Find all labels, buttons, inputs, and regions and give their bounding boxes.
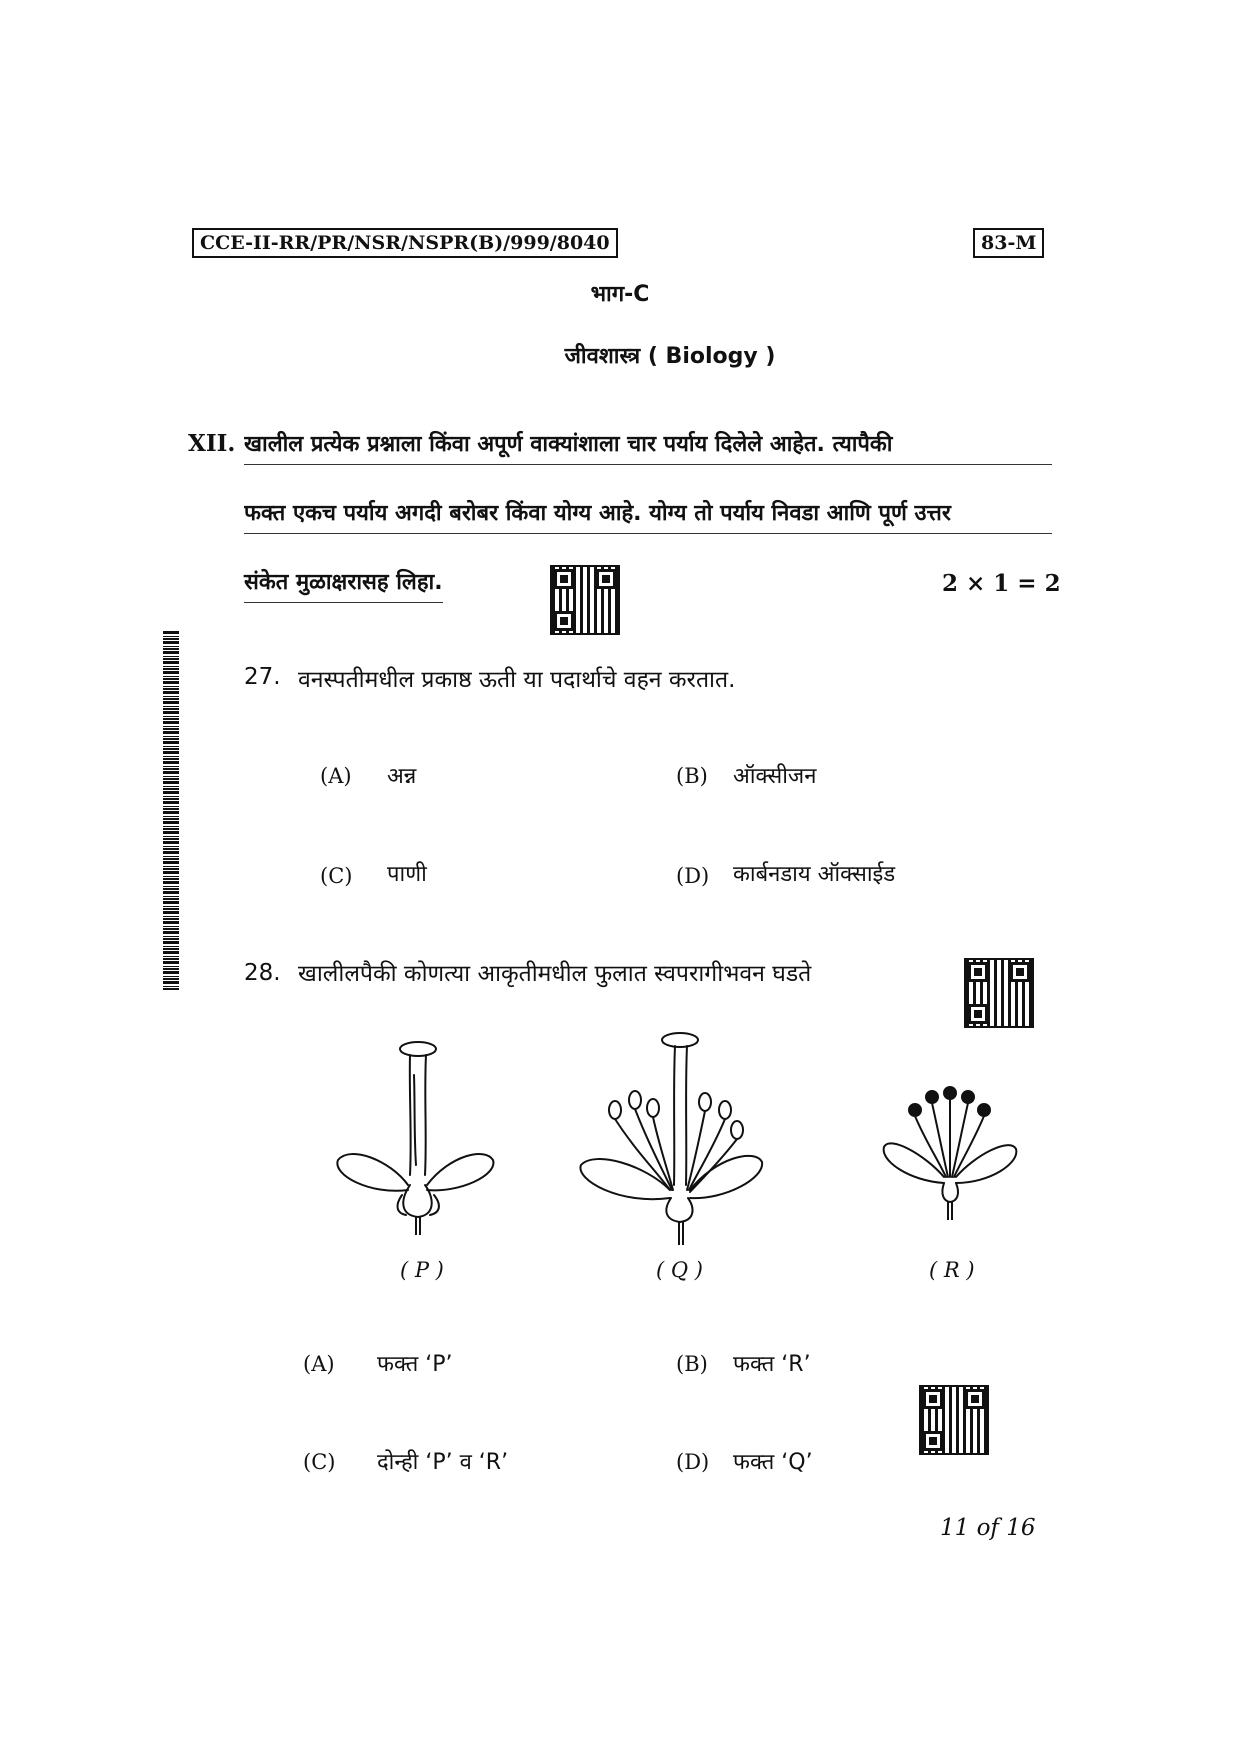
option-text: कार्बनडाय ऑक्साईड	[733, 862, 896, 887]
option-text: दोन्ही ‘P’ व ‘R’	[377, 1450, 509, 1475]
instruction-line-1: खालील प्रत्येक प्रश्नाला किंवा अपूर्ण वाक्यांशाला चार पर्याय दिलेले आहेत. त्यापैकी	[244, 428, 1052, 465]
qr-code-answer-options	[919, 1385, 989, 1455]
option-letter: (D)	[676, 1450, 710, 1474]
side-barcode	[163, 630, 179, 990]
option-letter: (C)	[320, 864, 353, 888]
subject-title: जीवशास्त्र ( Biology )	[564, 344, 776, 369]
qr-code-question-28	[964, 958, 1034, 1028]
question-number: 27.	[244, 664, 281, 690]
flower-r-figure	[880, 1085, 1020, 1220]
flower-p-figure	[330, 1035, 500, 1235]
qr-code-instruction	[550, 565, 620, 635]
option-text: फक्त ‘Q’	[733, 1450, 813, 1475]
paper-code-box	[192, 228, 618, 258]
option-text: फक्त ‘R’	[733, 1352, 811, 1377]
option-text: पाणी	[387, 862, 427, 887]
instruction-line-2: फक्त एकच पर्याय अगदी बरोबर किंवा योग्य आहे. योग्य तो पर्याय निवडा आणि पूर्ण उत्तर	[244, 497, 1052, 534]
option-letter: (B)	[676, 1352, 708, 1376]
paper-code: CCE-II-RR/PR/NSR/NSPR(B)/999/8040	[200, 232, 610, 254]
option-letter: (A)	[303, 1352, 335, 1376]
section-number: XII.	[188, 430, 236, 457]
option-letter: (B)	[676, 764, 708, 788]
option-text: फक्त ‘P’	[377, 1352, 453, 1377]
option-letter: (A)	[320, 764, 352, 788]
page-number: 11 of 16	[940, 1515, 1036, 1541]
question-number: 28.	[244, 960, 281, 986]
option-letter: (C)	[303, 1450, 336, 1474]
option-letter: (D)	[676, 864, 710, 888]
figure-label-r: ( R )	[929, 1258, 975, 1282]
marks-formula: 2 × 1 = 2	[942, 570, 1061, 597]
paper-number: 83-M	[981, 232, 1037, 254]
section-title: भाग-C	[590, 282, 650, 307]
instruction-line-3: संकेत मुळाक्षरासह लिहा.	[244, 566, 443, 603]
paper-number-box	[973, 228, 1044, 258]
option-text: ऑक्सीजन	[733, 764, 817, 789]
figure-label-p: ( P )	[400, 1258, 444, 1282]
question-text: वनस्पतीमधील प्रकाष्ठ ऊती या पदार्थाचे वहन करतात.	[298, 667, 736, 693]
option-text: अन्न	[387, 764, 417, 789]
figure-label-q: ( Q )	[656, 1258, 703, 1282]
flower-q-figure	[575, 1030, 765, 1245]
question-text: खालीलपैकी कोणत्या आकृतीमधील फुलात स्वपरागीभवन घडते	[298, 961, 812, 987]
